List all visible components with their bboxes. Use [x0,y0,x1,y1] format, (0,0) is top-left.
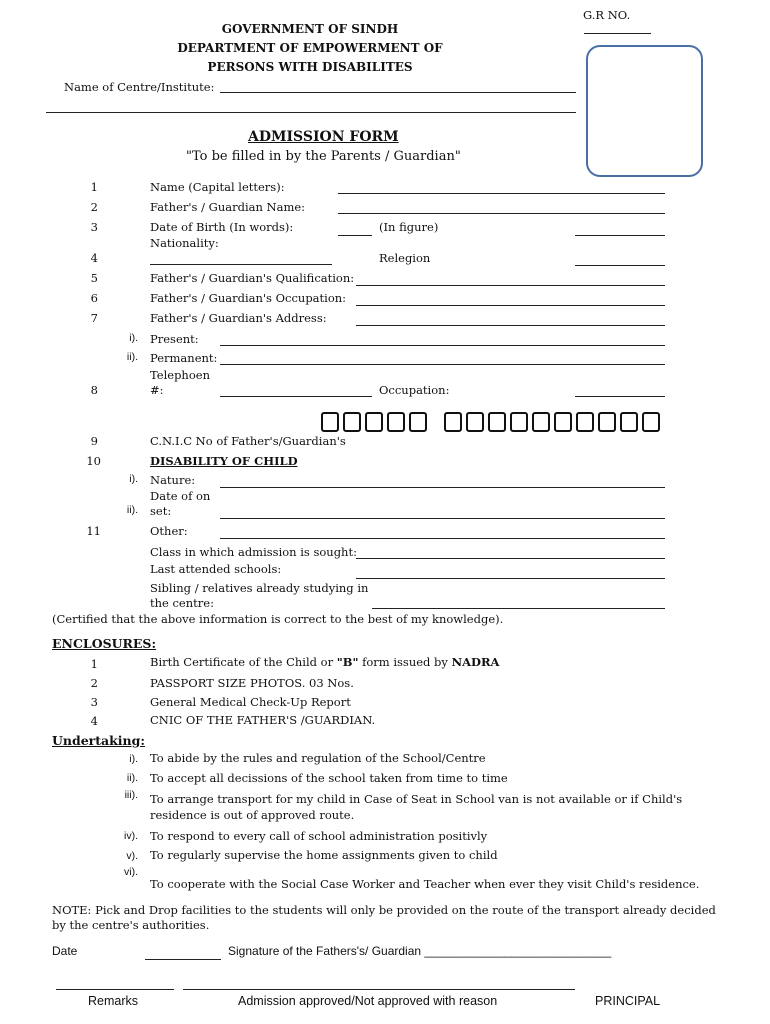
undertaking-number: iii). [124,789,138,801]
item-number: 8 [90,383,98,397]
fg-occupation-field[interactable] [356,305,665,306]
class-sought-label: Class in which admission is sought: [150,545,357,559]
principal-label: PRINCIPAL [595,994,661,1008]
name-field[interactable] [338,193,665,194]
undertaking-item: To accept all decissions of the school taken from time to time [150,771,508,785]
cnic-digit-box[interactable] [387,412,405,432]
undertaking-number: vi). [124,866,138,878]
nature-field[interactable] [220,487,665,488]
sub-number: i). [129,473,138,485]
telephone-label: Telephoen [150,368,210,382]
cnic-digit-box[interactable] [343,412,361,432]
header-line-2: DEPARTMENT OF EMPOWERMENT OF [177,41,443,55]
item-number: 10 [86,454,101,468]
sub-number: ii). [126,504,138,516]
enclosure-item: CNIC OF THE FATHER'S /GUARDIAN. [150,713,376,727]
dob-figure-label: (In figure) [379,220,439,234]
certification-text: (Certified that the above information is correct to the best of my knowledge). [52,612,504,626]
cnic-digit-box[interactable] [321,412,339,432]
religion-label: Relegion [379,251,431,265]
nationality-field[interactable] [150,264,332,265]
header-line-3: PERSONS WITH DISABILITES [207,60,413,74]
occupation-label: Occupation: [379,383,450,397]
undertaking-item: To abide by the rules and regulation of the School/Centre [150,751,486,765]
name-label: Name (Capital letters): [150,180,285,194]
undertaking-number: v). [126,850,138,862]
form-subtitle: "To be filled in by the Parents / Guardian" [186,149,461,164]
item-number: 1 [90,180,98,194]
cnic-digit-box[interactable] [409,412,427,432]
undertaking-item: To cooperate with the Social Case Worker and Teacher when ever they visit Child's residence. [150,877,700,891]
transport-note: NOTE: Pick and Drop facilities to the students will only be provided on the route of the transport already decided [52,903,716,917]
undertaking-number: ii). [126,772,138,784]
remarks-label: Remarks [88,994,139,1008]
nature-label: Nature: [150,473,196,487]
dob-label: Date of Birth (In words): [150,220,294,234]
telephone-field[interactable] [220,396,372,397]
dob-figure-field[interactable] [575,235,665,236]
cnic-digit-box[interactable] [532,412,550,432]
date-label: Date [52,944,78,958]
centre-name-field[interactable] [220,92,576,93]
onset-label: Date of on [150,489,211,503]
item-number: 2 [90,200,98,214]
undertaking-item: To respond to every call of school administration positivly [150,829,488,843]
signature-label: Signature of the Fathers's/ Guardian ____________________________ [228,944,612,958]
item-number: 4 [90,251,98,265]
item-number: 11 [86,524,101,538]
cnic-digit-box[interactable] [488,412,506,432]
cnic-label: C.N.I.C No of Father's/Guardian's [150,434,346,448]
father-name-field[interactable] [338,213,665,214]
item-number: 9 [90,434,98,448]
enclosure-item: PASSPORT SIZE PHOTOS. 03 Nos. [150,676,354,690]
address-label: Father's / Guardian's Address: [150,311,327,325]
enclosure-item: Birth Certificate of the Child or "B" form issued by NADRA [150,655,500,669]
sibling-label: Sibling / relatives already studying in [150,581,369,595]
cnic-digit-box[interactable] [444,412,462,432]
remarks-field[interactable] [56,989,174,990]
cnic-digit-box[interactable] [466,412,484,432]
enclosure-number: 1 [90,657,98,671]
cnic-digit-box[interactable] [576,412,594,432]
approval-reason-field[interactable] [183,989,575,990]
date-field[interactable] [145,959,221,960]
undertaking-item-cont: residence is out of approved route. [150,808,355,822]
gr-no-label: G.R NO. [583,8,631,22]
qualification-label: Father's / Guardian's Qualification: [150,271,355,285]
enclosure-number: 3 [90,695,98,709]
other-field[interactable] [220,538,665,539]
header-line-1: GOVERNMENT OF SINDH [221,22,399,36]
enclosure-number: 4 [90,714,98,728]
undertaking-number: iv). [124,830,138,842]
item-number: 3 [90,220,98,234]
other-label: Other: [150,524,188,538]
undertaking-item: To regularly supervise the home assignments given to child [150,848,498,862]
undertaking-number: i). [129,753,138,765]
father-name-label: Father's / Guardian Name: [150,200,306,214]
enclosures-heading: ENCLOSURES: [52,636,157,651]
photo-box [586,45,703,177]
qualification-field[interactable] [356,285,665,286]
sibling-label-2: the centre: [150,596,214,610]
cnic-digit-box[interactable] [642,412,660,432]
religion-field[interactable] [575,265,665,266]
centre-name-label: Name of Centre/Institute: [64,80,215,94]
cnic-digit-box[interactable] [554,412,572,432]
undertaking-item: To arrange transport for my child in Case of Seat in School van is not available or if Child's [150,792,683,806]
occupation-field[interactable] [575,396,665,397]
permanent-address-label: Permanent: [150,351,218,365]
sub-number: ii). [126,351,138,363]
nationality-label: Nationality: [150,236,219,250]
cnic-digit-box[interactable] [598,412,616,432]
dob-words-field[interactable] [338,235,372,236]
sub-number: i). [129,332,138,344]
item-number: 6 [90,291,98,305]
enclosure-number: 2 [90,676,98,690]
permanent-address-field[interactable] [220,364,665,365]
sibling-field[interactable] [372,608,665,609]
onset-field[interactable] [220,518,665,519]
present-address-label: Present: [150,332,199,346]
approval-label: Admission approved/Not approved with reason [238,994,498,1008]
fg-occupation-label: Father's / Guardian's Occupation: [150,291,347,305]
undertaking-heading: Undertaking: [52,733,145,748]
telephone-label-2: #: [150,383,164,397]
address-field[interactable] [356,325,665,326]
transport-note-2: by the centre's authorities. [52,918,210,932]
cnic-digit-box[interactable] [620,412,638,432]
cnic-digit-box[interactable] [365,412,383,432]
last-school-field[interactable] [356,578,665,579]
form-title: ADMISSION FORM [248,129,399,145]
onset-label-2: set: [150,504,172,518]
disability-heading: DISABILITY OF CHILD [150,454,298,468]
item-number: 5 [90,271,98,285]
gr-no-field[interactable] [584,33,651,34]
present-address-field[interactable] [220,345,665,346]
centre-name-field-2[interactable] [46,112,576,113]
item-number: 7 [90,311,98,325]
class-sought-field[interactable] [356,558,665,559]
cnic-digit-box[interactable] [510,412,528,432]
enclosure-item: General Medical Check-Up Report [150,695,351,709]
last-school-label: Last attended schools: [150,562,282,576]
